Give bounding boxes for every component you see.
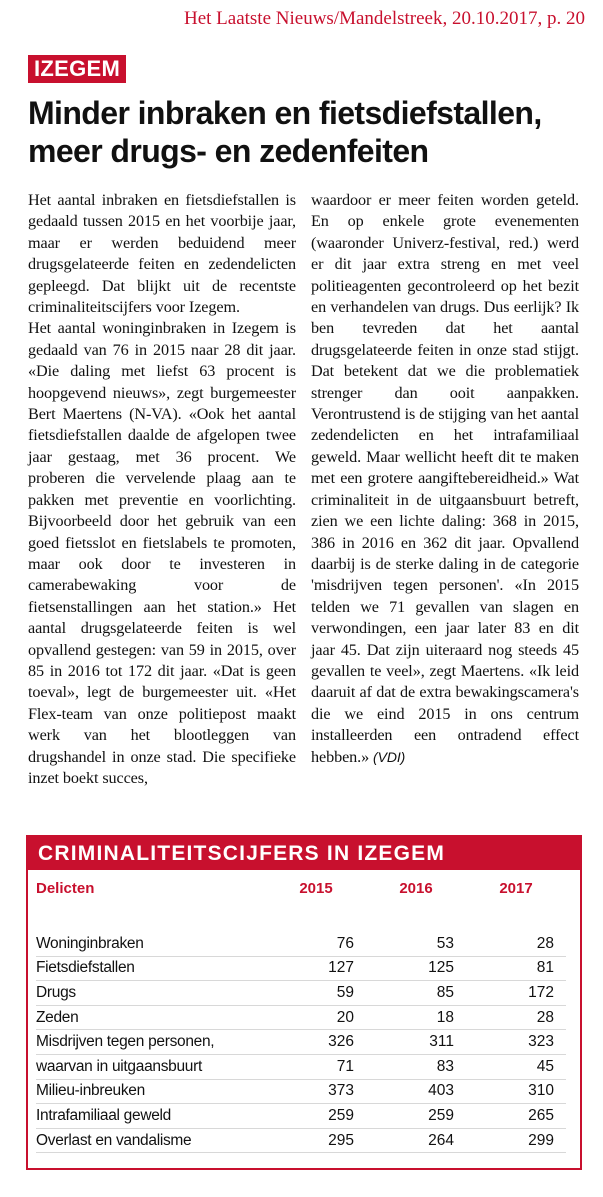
cell-2016: 83 xyxy=(366,1054,466,1079)
cell-2016: 18 xyxy=(366,1005,466,1030)
cell-2017: 265 xyxy=(466,1104,566,1129)
cell-2016: 85 xyxy=(366,981,466,1006)
cell-2017: 299 xyxy=(466,1128,566,1153)
row-label: Drugs xyxy=(36,981,266,1006)
row-label: Woninginbraken xyxy=(36,932,266,956)
article-paragraph-continued xyxy=(311,190,579,768)
header-2016: 2016 xyxy=(399,879,433,897)
table-row xyxy=(36,1128,566,1153)
table-row xyxy=(36,1005,566,1030)
table-spacer xyxy=(36,906,566,932)
table-row xyxy=(36,1054,566,1079)
headline: Minder inbraken en fietsdiefstallen, meer drugs- en zedenfeiten xyxy=(28,95,542,169)
article-paragraph: Het aantal woninginbraken in Izegem is gedaald van 76 in 2015 naar 28 dit jaar. «Die daling met liefst 63 procent is hoopgevend nieuws», zegt burgemeester Bert Maertens (N-VA). «Ook het aantal fietsdiefstallen daalde de afgelopen twee jaar gestaag, met 36 procent. We proberen die vervelende plaag aan te pakken met preventie en voorlichting. Bijvoorbeeld door het gebruik van een goed fietsslot en fietslabels te promoten, maar ook door te investeren in camerabewaking voor de fietsenstallingen aan het station.» Het aantal drugsgelateerde feiten is wel opvallend gestegen: van 59 in 2015, over 85 in 2016 tot 172 dit jaar. «Dat is geen toeval», legt de burgemeester uit. «Het Flex-team van onze politiepost maakt werk van het blootleggen van drugshandel in onze stad. Die specifieke inzet boekt succes, xyxy=(28,319,296,787)
cell-2015: 295 xyxy=(266,1128,366,1153)
cell-2017: 172 xyxy=(466,981,566,1006)
table-title: CRIMINALITEITSCIJFERS IN IZEGEM xyxy=(28,837,580,870)
cell-2015: 326 xyxy=(266,1030,366,1055)
row-label: Overlast en vandalisme xyxy=(36,1128,266,1153)
table-row xyxy=(36,1079,566,1104)
cell-2017: 28 xyxy=(466,932,566,956)
row-label: Milieu-inbreuken xyxy=(36,1079,266,1104)
cell-2015: 20 xyxy=(266,1005,366,1030)
cell-2015: 71 xyxy=(266,1054,366,1079)
cell-2016: 53 xyxy=(366,932,466,956)
cell-2017: 45 xyxy=(466,1054,566,1079)
table-row xyxy=(36,932,566,956)
header-2015: 2015 xyxy=(299,879,333,897)
cell-2015: 127 xyxy=(266,956,366,981)
cell-2017: 310 xyxy=(466,1079,566,1104)
cell-2016: 264 xyxy=(366,1128,466,1153)
cell-2015: 259 xyxy=(266,1104,366,1129)
table-row xyxy=(36,981,566,1006)
source-line: Het Laatste Nieuws/Mandelstreek, 20.10.2017, p. 20 xyxy=(183,8,585,29)
article-column-left xyxy=(28,190,296,789)
cell-2015: 76 xyxy=(266,932,366,956)
row-label: waarvan in uitgaansbuurt xyxy=(36,1054,266,1079)
row-label: Misdrijven tegen personen, xyxy=(36,1030,266,1055)
header-delicten: Delicten xyxy=(36,879,95,897)
cell-2016: 403 xyxy=(366,1079,466,1104)
cell-2016: 125 xyxy=(366,956,466,981)
cell-2017: 81 xyxy=(466,956,566,981)
article-text: waardoor er meer feiten worden geteld. En op enkele grote evenementen (waaronder Univerz-festival, red.) werd er dit jaar extra streng en met veel politieagenten gecontroleerd op het bezit en verhandelen van drugs. Dus eerlijk? Ik ben tevreden dat het aantal drugsgelateerde feiten in onze stad stijgt. Dat betekent dat we die problematiek strenger dan ooit aanpakken. Verontrustend is de stijging van het aantal zedendelicten en het intrafamiliaal geweld. Maar wellicht heeft dit te maken met een grotere aangiftebereidheid.» Wat criminaliteit in de uitgaansbuurt betreft, zien we een lichte daling: 368 in 2015, 386 in 2016 en 362 dit jaar. Opvallend daarbij is de sterke daling in de categorie 'misdrijven tegen personen'. «In 2015 telden we 71 gevallen van slagen en verwondingen, een jaar later 83 en dit jaar 45. Dat zijn uiteraard nog steeds 45 gevallen te veel», zegt Maertens. «Ik leid daaruit af dat de extra bewakingscamera's die we eind 2015 in ons centrum installeerden een ontradend effect hebben.» xyxy=(311,191,579,766)
table-row xyxy=(36,1104,566,1129)
row-label: Zeden xyxy=(36,1005,266,1030)
cell-2015: 373 xyxy=(266,1079,366,1104)
table-header-row xyxy=(36,870,566,906)
article-column-right xyxy=(311,190,579,768)
byline: (VDI) xyxy=(373,748,406,765)
header-2017: 2017 xyxy=(499,879,533,897)
crime-statistics-table xyxy=(36,870,566,1153)
cell-2016: 311 xyxy=(366,1030,466,1055)
cell-2015: 59 xyxy=(266,981,366,1006)
location-tag: IZEGEM xyxy=(28,55,126,83)
crime-statistics-box xyxy=(26,835,582,1170)
row-label: Intrafamiliaal geweld xyxy=(36,1104,266,1129)
cell-2017: 28 xyxy=(466,1005,566,1030)
row-label: Fietsdiefstallen xyxy=(36,956,266,981)
cell-2017: 323 xyxy=(466,1030,566,1055)
table-row xyxy=(36,1030,566,1055)
cell-2016: 259 xyxy=(366,1104,466,1129)
table-row xyxy=(36,956,566,981)
article-lead: Het aantal inbraken en fietsdiefstallen is gedaald tussen 2015 en het voorbije jaar, maar er werden beduidend meer drugsgelateerde feiten en zedendelicten gepleegd. Dat blijkt uit de recentste criminaliteitscijfers voor Izegem. xyxy=(28,191,296,317)
